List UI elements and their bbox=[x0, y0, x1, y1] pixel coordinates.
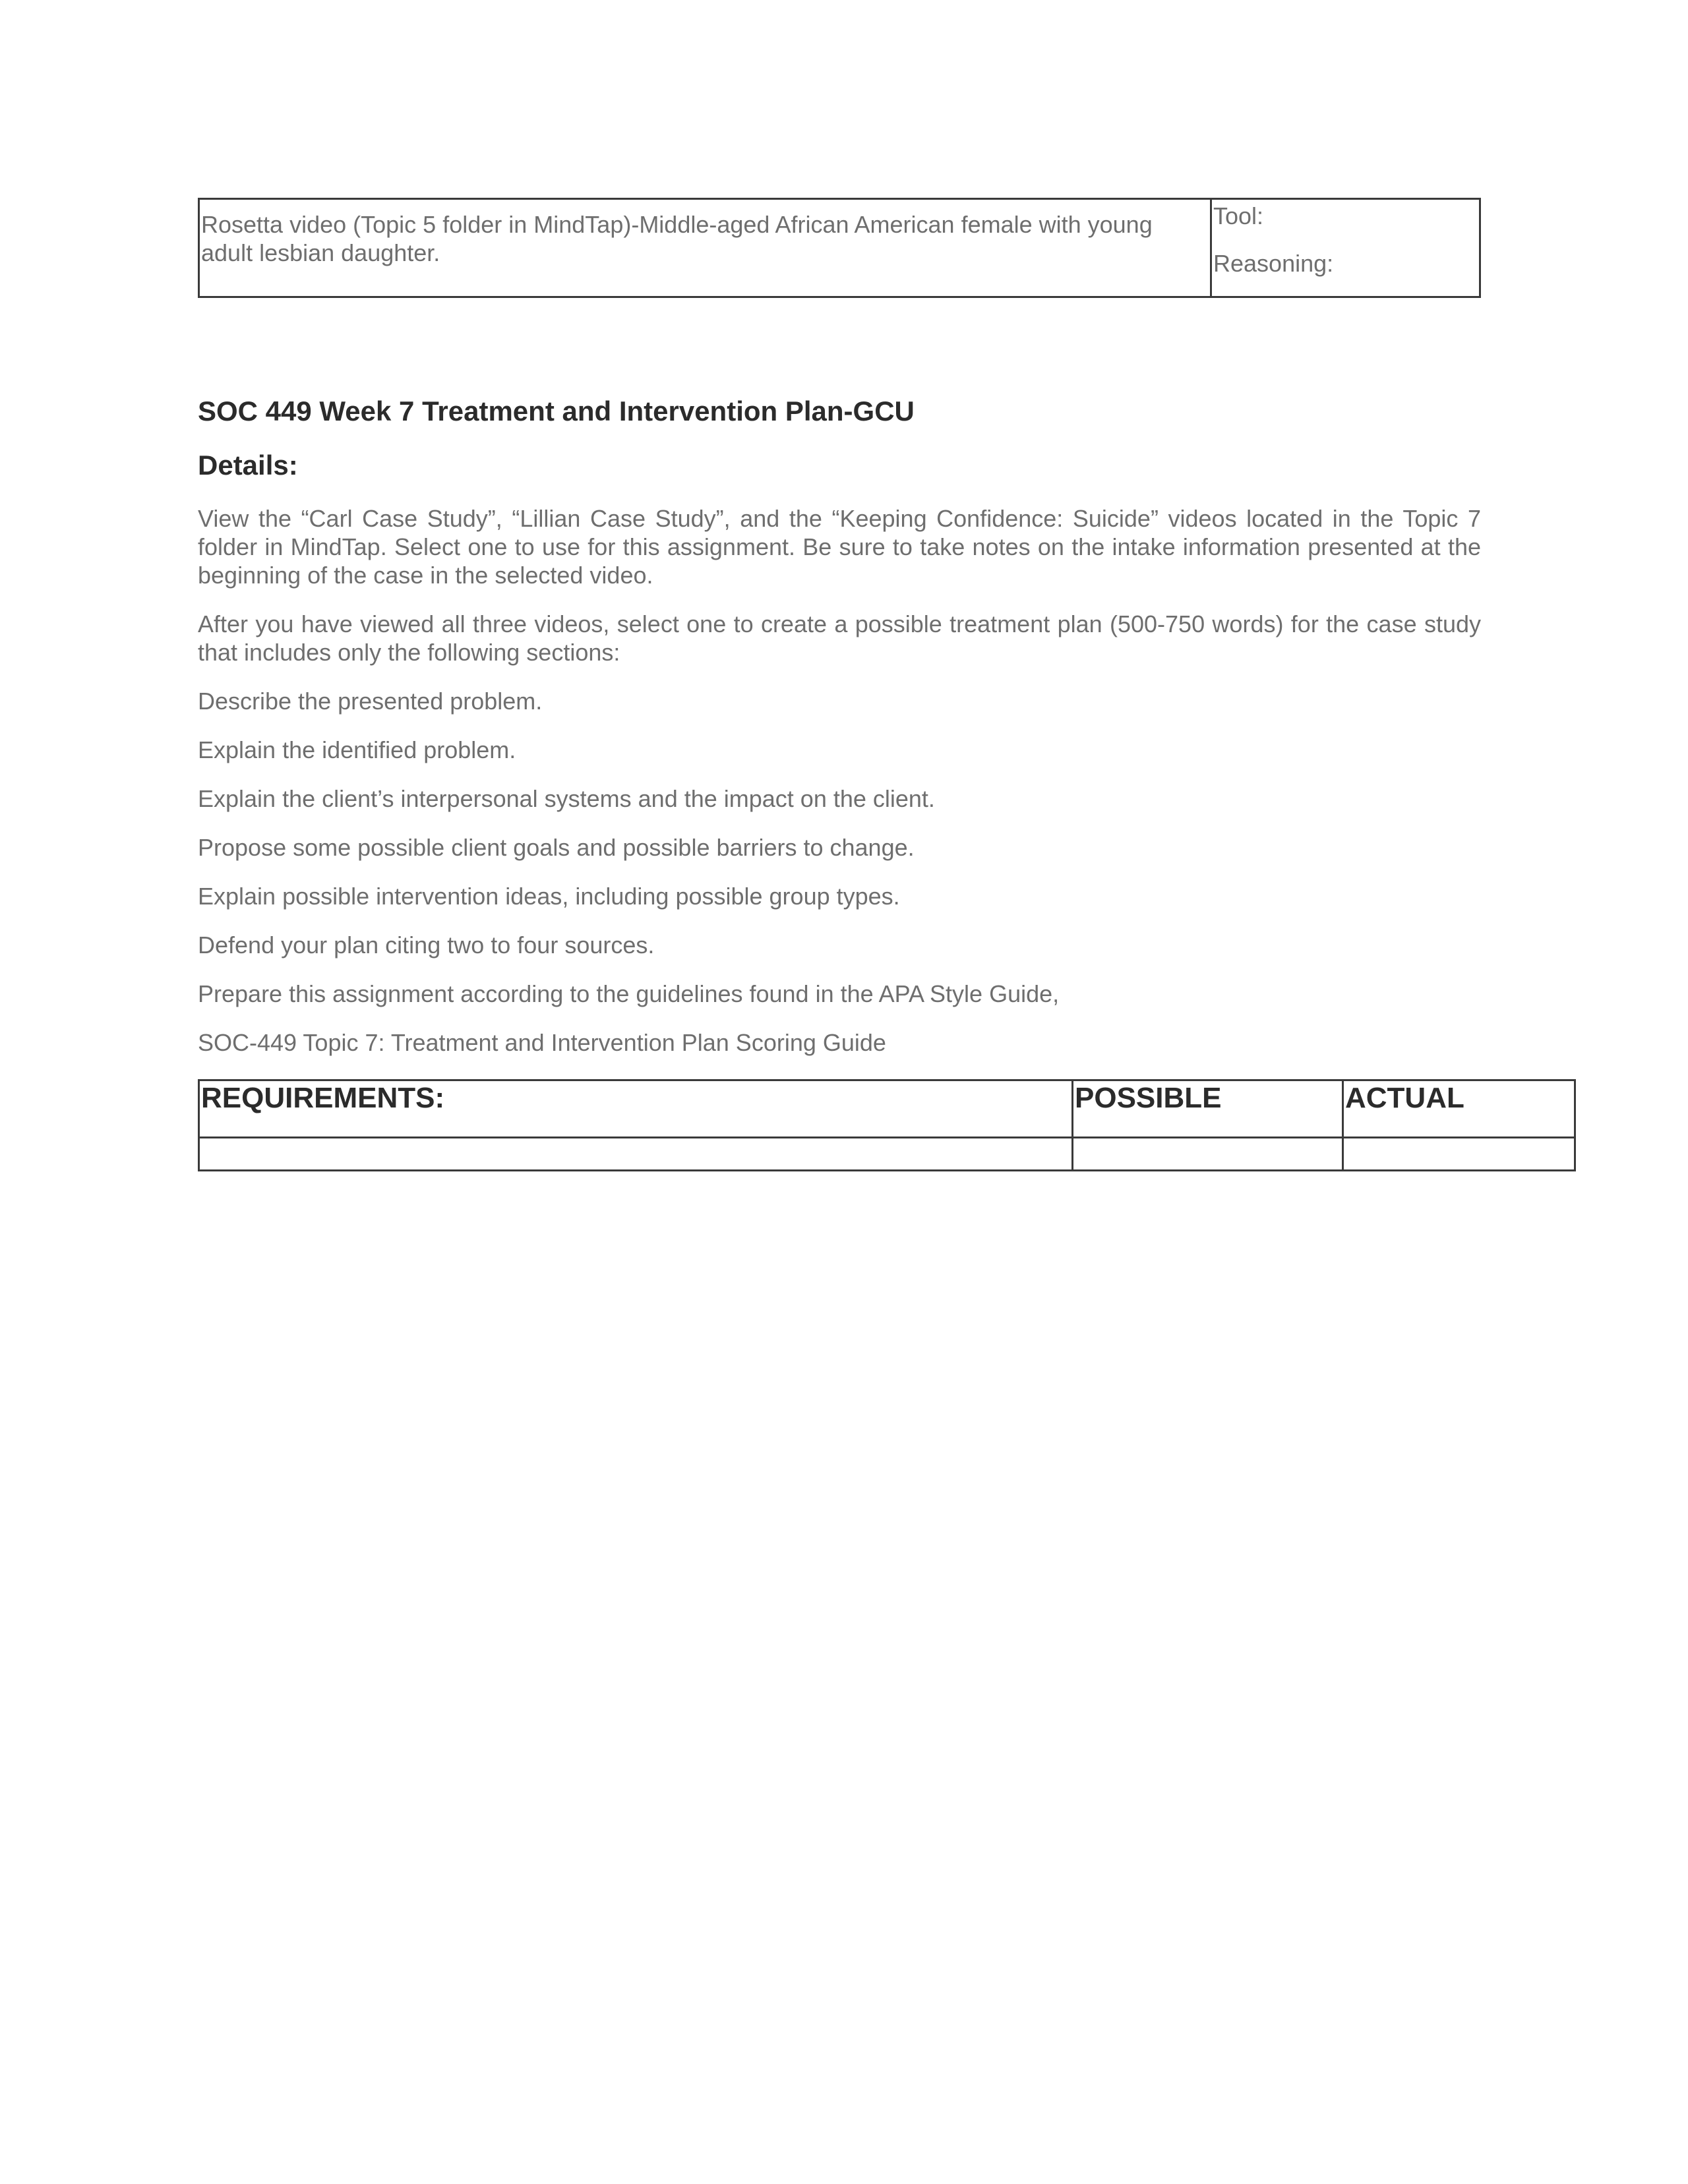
video-tool-table bbox=[198, 198, 1481, 298]
tool-label: Tool: bbox=[1213, 202, 1264, 229]
list-item: Explain the identified problem. bbox=[198, 736, 516, 763]
video-description-cell: Rosetta video (Topic 5 folder in MindTap)-Middle-aged African American female with young adult lesbian daughter. bbox=[200, 200, 1212, 296]
list-item: Propose some possible client goals and possible barriers to change. bbox=[198, 834, 915, 861]
assignment-title: SOC 449 Week 7 Treatment and Intervention Plan-GCU bbox=[198, 396, 915, 427]
scoring-guide-caption: SOC-449 Topic 7: Treatment and Intervention Plan Scoring Guide bbox=[198, 1029, 886, 1056]
actual-cell bbox=[1343, 1138, 1575, 1171]
list-item: Describe the presented problem. bbox=[198, 688, 543, 715]
table-row bbox=[199, 1138, 1575, 1171]
list-item: Explain the client’s interpersonal systems and the impact on the client. bbox=[198, 785, 935, 812]
possible-cell bbox=[1073, 1138, 1343, 1171]
requirements-cell bbox=[199, 1138, 1073, 1171]
table-header-row bbox=[199, 1080, 1575, 1138]
instructions-paragraph-2: After you have viewed all three videos, select one to create a possible treatment plan (500-750 words) for the case study that includes only the following sections: bbox=[198, 610, 1481, 666]
tool-reasoning-cell bbox=[1212, 200, 1479, 296]
scoring-guide-table bbox=[198, 1079, 1576, 1171]
possible-header: POSSIBLE bbox=[1073, 1080, 1343, 1138]
requirements-header: REQUIREMENTS: bbox=[199, 1080, 1073, 1138]
actual-header: ACTUAL bbox=[1343, 1080, 1575, 1138]
instructions-paragraph-1: View the “Carl Case Study”, “Lillian Case Study”, and the “Keeping Confidence: Suicide” videos located in the Topic 7 folder in MindTap. Select one to use for this assignment. Be sure to take notes on the intake information presented at the beginning of the case in the selected video. bbox=[198, 505, 1481, 589]
list-item: Explain possible intervention ideas, including possible group types. bbox=[198, 883, 900, 910]
list-item: Prepare this assignment according to the guidelines found in the APA Style Guide, bbox=[198, 980, 1060, 1007]
list-item: Defend your plan citing two to four sources. bbox=[198, 931, 655, 959]
reasoning-label: Reasoning: bbox=[1213, 250, 1334, 277]
details-heading: Details: bbox=[198, 450, 298, 481]
